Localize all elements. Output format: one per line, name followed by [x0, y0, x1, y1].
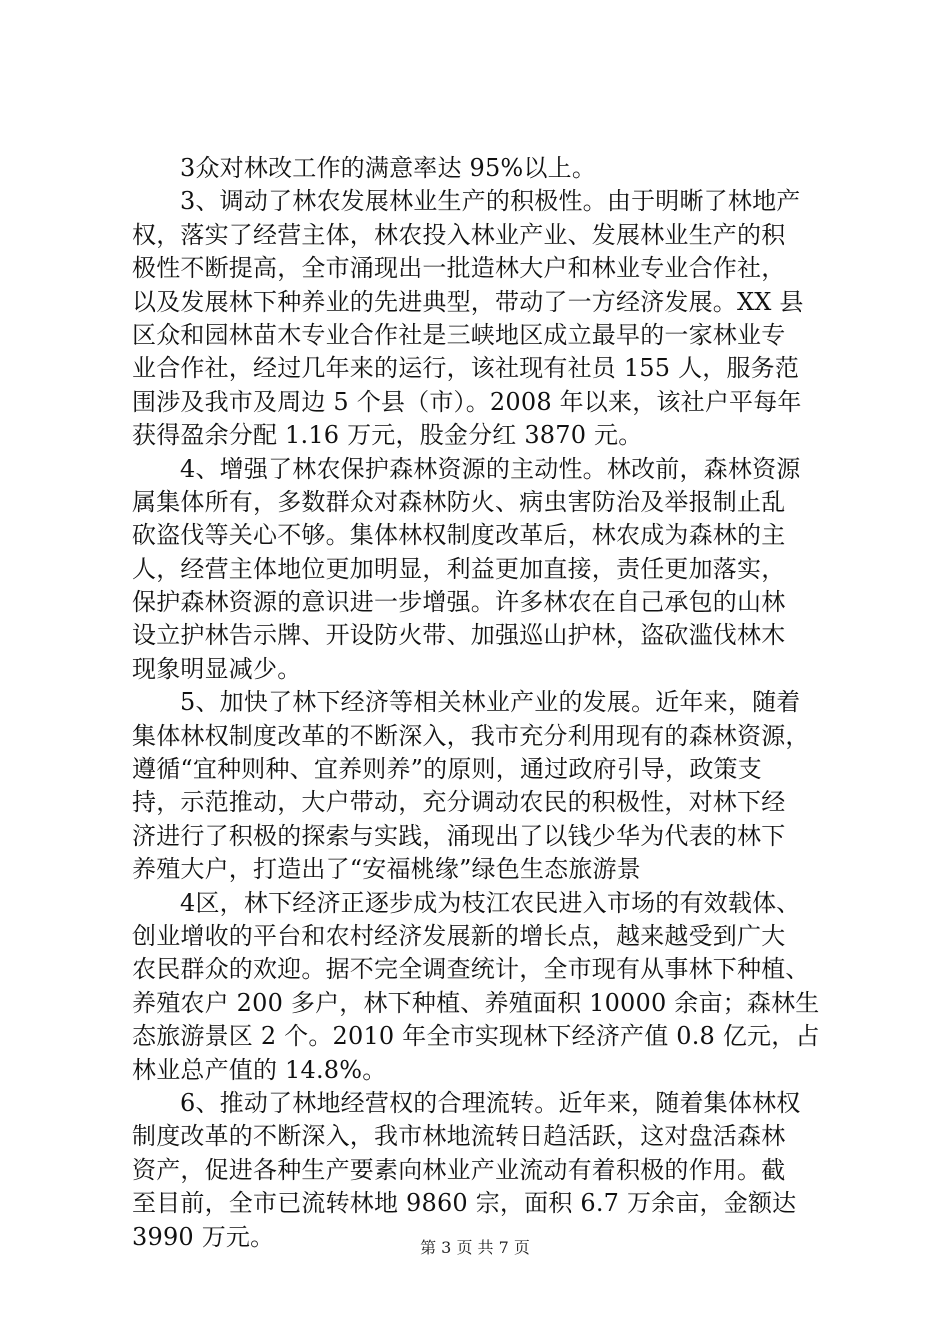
- text-line: 4、增强了林农保护森林资源的主动性。林改前，森林资源: [180, 454, 801, 483]
- text-line: 极性不断提高，全市涌现出一批造林大户和林业专业合作社，: [132, 254, 786, 283]
- text-line: 4区，林下经济正逐步成为枝江农民进入市场的有效载体、: [180, 888, 801, 917]
- text-line: 制度改革的不断深入，我市林地流转日趋活跃，这对盘活森林: [132, 1122, 786, 1151]
- text-line: 济进行了积极的探索与实践，涌现出了以钱少华为代表的林下: [132, 821, 786, 850]
- text-line: 3、调动了林农发展林业生产的积极性。由于明晰了林地产: [180, 187, 801, 216]
- text-line: 围涉及我市及周边 5 个县（市）。2008 年以来，该社户平每年: [132, 387, 802, 416]
- text-line: 态旅游景区 2 个。2010 年全市实现林下经济产值 0.8 亿元，占: [132, 1022, 820, 1051]
- text-line: 养殖大户，打造出了“安福桃缘”绿色生态旅游景: [132, 855, 641, 884]
- text-line: 6、推动了林地经营权的合理流转。近年来，随着集体林权: [180, 1088, 801, 1117]
- text-line: 3990 万元。: [132, 1222, 275, 1251]
- text-line: 3众对林改工作的满意率达 95%以上。: [180, 154, 597, 182]
- text-line: 农民群众的欢迎。据不完全调查统计，全市现有从事林下种植、: [132, 955, 810, 984]
- document-body: [132, 152, 832, 1254]
- text-line: 砍盗伐等关心不够。集体林权制度改革后，林农成为森林的主: [132, 521, 786, 550]
- text-line: 以及发展林下种养业的先进典型，带动了一方经济发展。XX 县: [132, 287, 804, 316]
- text-line: 集体林权制度改革的不断深入，我市充分利用现有的森林资源，: [132, 721, 810, 750]
- text-line: 资产，促进各种生产要素向林业产业流动有着积极的作用。截: [132, 1155, 786, 1184]
- text-line: 林业总产值的 14.8%。: [132, 1055, 387, 1084]
- text-line: 人，经营主体地位更加明显，利益更加直接，责任更加落实，: [132, 554, 786, 583]
- text-line: 获得盈余分配 1.16 万元，股金分红 3870 元。: [132, 421, 643, 450]
- page-footer: 第 3 页 共 7 页: [420, 1238, 530, 1257]
- text-line: 创业增收的平台和农村经济发展新的增长点，越来越受到广大: [132, 921, 786, 950]
- text-line: 属集体所有，多数群众对森林防火、病虫害防治及举报制止乱: [132, 487, 786, 516]
- text-line: 养殖农户 200 多户，林下种植、养殖面积 10000 余亩；森林生: [132, 988, 820, 1017]
- text-line: 保护森林资源的意识进一步增强。许多林农在自己承包的山林: [132, 588, 786, 617]
- text-line: 至目前，全市已流转林地 9860 宗，面积 6.7 万余亩，金额达: [132, 1189, 797, 1218]
- text-line: 区众和园林苗木专业合作社是三峡地区成立最早的一家林业专: [132, 320, 786, 349]
- text-line: 5、加快了林下经济等相关林业产业的发展。近年来，随着: [180, 688, 801, 717]
- text-line: 设立护林告示牌、开设防火带、加强巡山护林，盗砍滥伐林木: [132, 621, 786, 650]
- text-line: 业合作社，经过几年来的运行，该社现有社员 155 人，服务范: [132, 354, 800, 383]
- text-line: 权，落实了经营主体，林农投入林业产业、发展林业生产的积: [132, 220, 786, 249]
- text-line: 持，示范推动，大户带动，充分调动农民的积极性，对林下经: [132, 788, 786, 817]
- text-line: 遵循“宜种则种、宜养则养”的原则，通过政府引导，政策支: [132, 755, 762, 784]
- text-line: 现象明显减少。: [132, 654, 302, 683]
